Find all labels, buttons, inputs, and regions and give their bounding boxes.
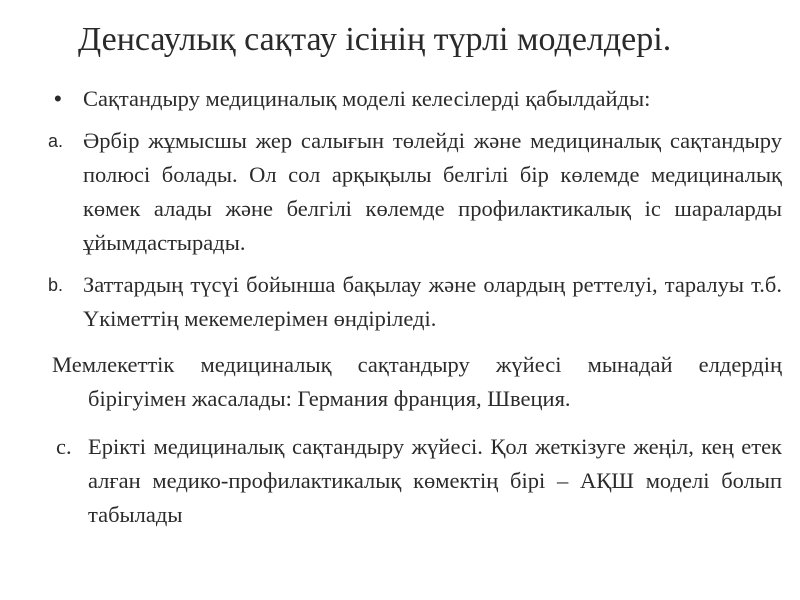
item-a-text: Әрбір жұмысшы жер салығын төлейді және медициналық сақтандыру полюсі болады. Ол сол арқықылы белгілі бір көлемде медициналық көмек алады және белгілі көлемде профилактикалық іс шараларды ұйымдастырады. bbox=[83, 128, 782, 255]
item-c-text: Ерікті медициналық сақтандыру жүйесі. Қол жеткізуге жеңіл, кең етек алған медико-профилактикалық көмектің бірі – АҚШ моделі болып табылады bbox=[88, 434, 782, 527]
item-c-marker: c. bbox=[56, 434, 72, 459]
slide-title: Денсаулық сақтау ісінің түрлі моделдері. bbox=[78, 21, 672, 58]
bullet-text: Сақтандыру медициналық моделі келесілерді қабылдайды: bbox=[83, 86, 651, 111]
slide-body bbox=[40, 82, 782, 532]
item-a-paragraph bbox=[40, 124, 782, 260]
item-c-paragraph bbox=[40, 430, 782, 532]
bullet-paragraph bbox=[40, 82, 782, 116]
item-b-marker: b. bbox=[48, 275, 64, 295]
state-insurance-text: Мемлекеттік медициналық сақтандыру жүйесі мынадай елдердің бірігуімен жасалады: Германия франция, Швеция. bbox=[52, 352, 782, 411]
item-a-marker: a. bbox=[48, 131, 64, 151]
item-b-text: Заттардың түсүі бойынша бақылау және олардың реттелуі, таралуы т.б. Үкіметтің мекемелерімен өндіріледі. bbox=[83, 272, 782, 331]
item-b-paragraph bbox=[40, 268, 782, 336]
bullet-marker: • bbox=[54, 86, 62, 111]
state-insurance-paragraph bbox=[52, 348, 782, 416]
